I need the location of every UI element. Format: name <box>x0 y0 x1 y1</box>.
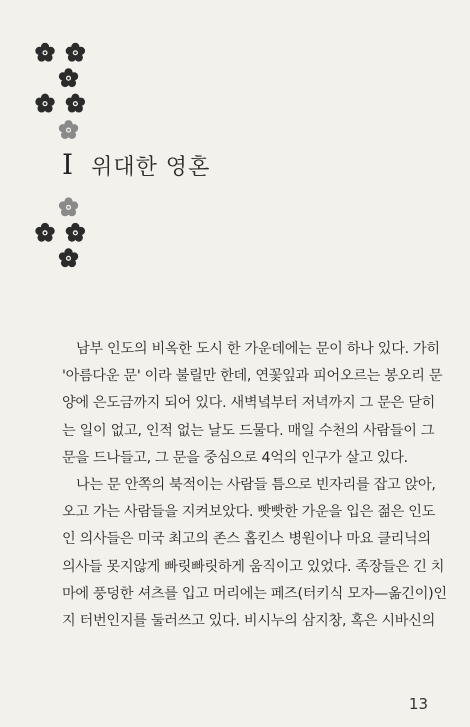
text-line: 나는 문 안쪽의 북적이는 사람들 틈으로 빈자리를 잡고 앉아, <box>76 477 436 494</box>
text-line: 지 터번인지를 둘러쓰고 있다. 비시누의 삼지창, 혹은 시바신의 <box>62 613 436 630</box>
text-line: 남부 인도의 비옥한 도시 한 가운데에는 문이 하나 있다. 가히 <box>76 341 440 357</box>
rosette-icon <box>35 43 54 62</box>
text-line: 마에 풍덩한 셔츠를 입고 머리에는 페즈(터키식 모자—옮긴이)인 <box>62 585 447 602</box>
text-line: 양에 은도금까지 되어 있다. 새벽녘부터 저녁까지 그 문은 닫히 <box>62 395 436 412</box>
text-line: '아름다운 문' 이라 불릴만 한데, 연꽃잎과 피어오르는 봉오리 문 <box>62 368 443 385</box>
rosette-icon <box>66 223 85 242</box>
chapter-heading <box>62 148 210 181</box>
rosette-icon <box>59 197 78 216</box>
text-line: 오고 가는 사람들을 지켜보았다. 빳빳한 가운을 입은 젊은 인도 <box>62 504 436 521</box>
text-line: 는 일이 없고, 인적 없는 날도 드물다. 매일 수천의 사람들이 그 <box>62 422 435 439</box>
rosette-icon <box>35 223 54 242</box>
rosette-icon <box>59 248 78 267</box>
text-line: 인 의사들은 미국 최고의 존스 홉킨스 병원이나 마요 클리닉의 <box>62 531 431 548</box>
rosette-icon <box>66 43 85 62</box>
rosette-icon <box>59 68 78 87</box>
chapter-number: I <box>62 148 74 181</box>
rosette-icon <box>59 120 78 139</box>
body-text <box>62 336 447 635</box>
chapter-title: 위대한 영혼 <box>91 155 211 180</box>
page-number: 13 <box>408 695 428 713</box>
text-line: 의사들 못지않게 빠릿빠릿하게 움직이고 있었다. 족장들은 긴 치 <box>62 558 445 575</box>
rosette-icon <box>35 94 54 113</box>
text-line: 문을 드나들고, 그 문을 중심으로 4억의 인구가 살고 있다. <box>62 449 408 466</box>
rosette-icon <box>66 94 85 113</box>
